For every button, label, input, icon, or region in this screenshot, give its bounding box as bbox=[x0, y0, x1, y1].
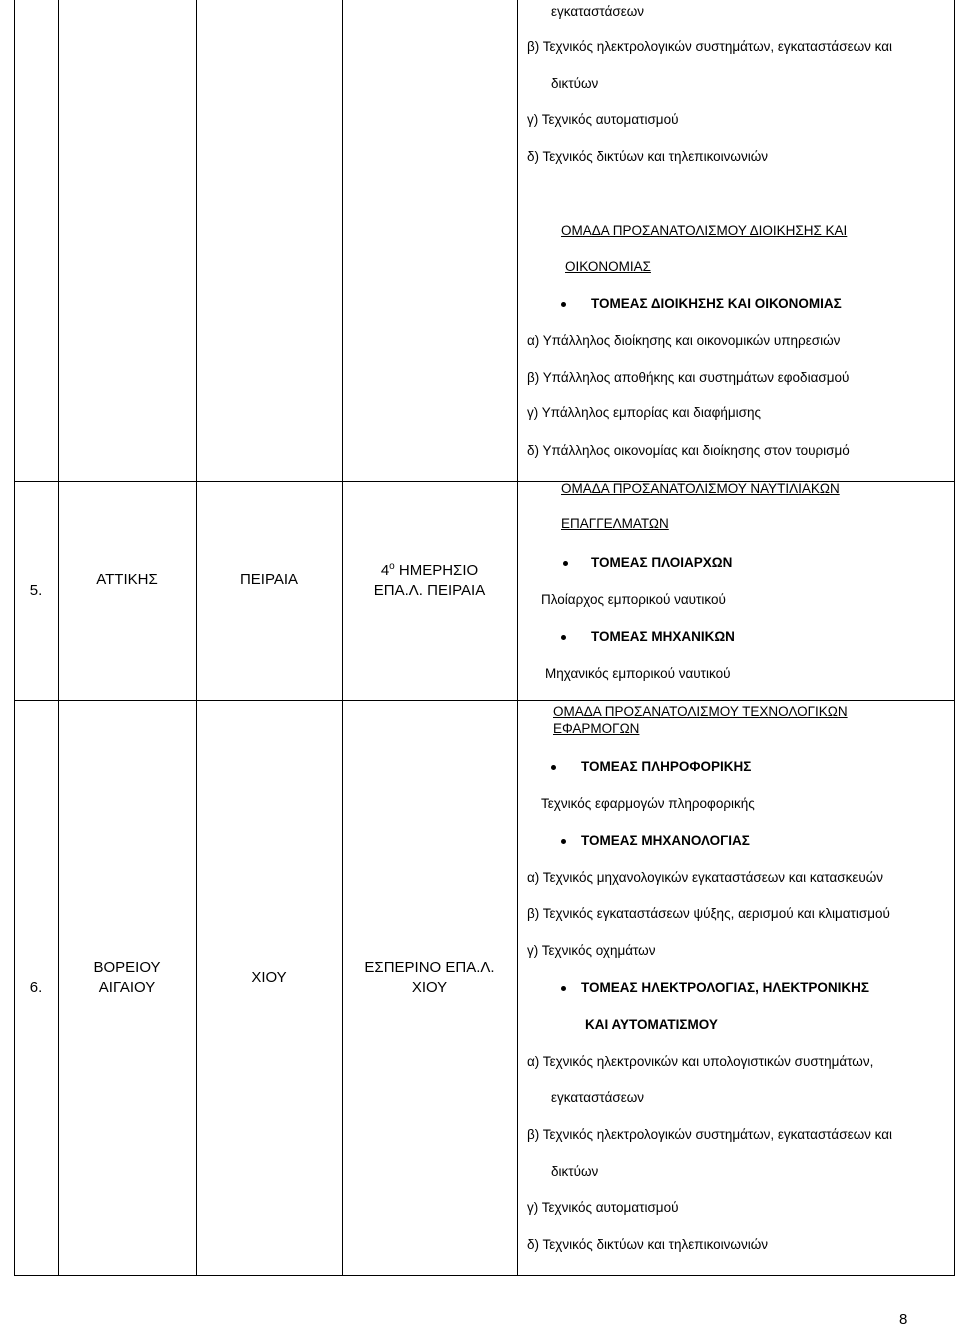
bullet-icon bbox=[563, 561, 568, 566]
table-column-divider bbox=[342, 0, 343, 1276]
sector-name: ΤΟΜΕΑΣ ΜΗΧΑΝΟΛΟΓΙΑΣ bbox=[581, 833, 750, 848]
region-name: ΑΤΤΙΚΗΣ bbox=[96, 571, 158, 588]
school-type: ΗΜΕΡΗΣΙΟ bbox=[398, 562, 479, 579]
table-border-left bbox=[14, 0, 15, 1276]
region-name: ΑΙΓΑΙΟΥ bbox=[98, 979, 156, 996]
specialty-line: β) Υπάλληλος αποθήκης και συστημάτων εφοδιασμού bbox=[527, 370, 850, 385]
bullet-icon bbox=[551, 765, 556, 770]
row-number: 6. bbox=[29, 979, 43, 996]
sector-name: ΤΟΜΕΑΣ ΔΙΟΙΚΗΣΗΣ ΚΑΙ ΟΙΚΟΝΟΜΙΑΣ bbox=[591, 296, 842, 311]
specialty-line: γ) Τεχνικός αυτοματισμού bbox=[527, 112, 679, 127]
specialty-line: δ) Τεχνικός δικτύων και τηλεπικοινωνιών bbox=[527, 1237, 768, 1252]
group-title: ΕΠΑΓΓΕΛΜΑΤΩΝ bbox=[561, 516, 669, 531]
school-name-line-2: ΕΠΑ.Λ. ΠΕΙΡΑΙΑ bbox=[373, 582, 486, 599]
specialty-line: δικτύων bbox=[551, 76, 599, 91]
specialty-line: γ) Τεχνικός αυτοματισμού bbox=[527, 1200, 679, 1215]
specialty-line: εγκαταστάσεων bbox=[551, 4, 645, 19]
specialty-line: δ) Υπάλληλος οικονομίας και διοίκησης στον τουρισμό bbox=[527, 443, 850, 458]
bullet-icon bbox=[561, 635, 566, 640]
school-name-line-1: ΕΣΠΕΡΙΝΟ ΕΠΑ.Λ. bbox=[364, 959, 495, 976]
sector-name: ΤΟΜΕΑΣ ΠΛΗΡΟΦΟΡΙΚΗΣ bbox=[581, 759, 752, 774]
bullet-icon bbox=[561, 986, 566, 991]
specialty-line: εγκαταστάσεων bbox=[551, 1090, 645, 1105]
prefecture-name: ΧΙΟΥ bbox=[251, 969, 287, 986]
specialty-line: α) Τεχνικός μηχανολογικών εγκαταστάσεων και κατασκευών bbox=[527, 870, 884, 885]
group-title: ΟΜΑΔΑ ΠΡΟΣΑΝΑΤΟΛΙΣΜΟΥ ΔΙΟΙΚΗΣΗΣ ΚΑΙ bbox=[561, 223, 848, 238]
group-title: ΟΙΚΟΝΟΜΙΑΣ bbox=[565, 259, 651, 274]
table-row-divider bbox=[14, 700, 955, 701]
sector-name: ΤΟΜΕΑΣ ΗΛΕΚΤΡΟΛΟΓΙΑΣ, ΗΛΕΚΤΡΟΝΙΚΗΣ bbox=[581, 980, 869, 995]
group-title: ΕΦΑΡΜΟΓΩΝ bbox=[553, 721, 640, 736]
specialty-line: γ) Υπάλληλος εμπορίας και διαφήμισης bbox=[527, 405, 762, 420]
region-name: ΒΟΡΕΙΟΥ bbox=[93, 959, 161, 976]
specialty-line: α) Υπάλληλος διοίκησης και οικονομικών υπηρεσιών bbox=[527, 333, 841, 348]
table-border-right bbox=[954, 0, 955, 1276]
sector-name: ΤΟΜΕΑΣ ΜΗΧΑΝΙΚΩΝ bbox=[591, 629, 735, 644]
specialty-line: Τεχνικός εφαρμογών πληροφορικής bbox=[541, 796, 755, 811]
group-title: ΟΜΑΔΑ ΠΡΟΣΑΝΑΤΟΛΙΣΜΟΥ ΝΑΥΤΙΛΙΑΚΩΝ bbox=[561, 481, 840, 496]
school-ordinal: 4 bbox=[380, 562, 390, 579]
table-column-divider bbox=[58, 0, 59, 1276]
specialty-line: δικτύων bbox=[551, 1164, 599, 1179]
school-ordinal-suffix: ο bbox=[389, 561, 395, 572]
row-number: 5. bbox=[29, 582, 43, 599]
table-border-bottom bbox=[14, 1275, 955, 1276]
prefecture-name: ΠΕΙΡΑΙΑ bbox=[239, 571, 299, 588]
page-number: 8 bbox=[899, 1311, 908, 1328]
bullet-icon bbox=[561, 302, 566, 307]
group-title: ΟΜΑΔΑ ΠΡΟΣΑΝΑΤΟΛΙΣΜΟΥ ΤΕΧΝΟΛΟΓΙΚΩΝ bbox=[553, 704, 848, 719]
bullet-icon bbox=[561, 839, 566, 844]
table-column-divider bbox=[196, 0, 197, 1276]
specialty-line: Πλοίαρχος εμπορικού ναυτικού bbox=[541, 592, 726, 607]
specialty-line: γ) Τεχνικός οχημάτων bbox=[527, 943, 656, 958]
table-column-divider bbox=[517, 0, 518, 1276]
specialty-line: β) Τεχνικός εγκαταστάσεων ψύξης, αερισμού και κλιματισμού bbox=[527, 906, 890, 921]
specialty-line: Μηχανικός εμπορικού ναυτικού bbox=[545, 666, 731, 681]
sector-name: ΚΑΙ ΑΥΤΟΜΑΤΙΣΜΟΥ bbox=[585, 1017, 718, 1032]
school-name-line-1 bbox=[342, 562, 517, 580]
specialty-line: α) Τεχνικός ηλεκτρονικών και υπολογιστικών συστημάτων, bbox=[527, 1054, 874, 1069]
specialty-line: β) Τεχνικός ηλεκτρολογικών συστημάτων, εγκαταστάσεων και bbox=[527, 1127, 893, 1142]
school-name-line-2: ΧΙΟΥ bbox=[411, 979, 448, 996]
specialty-line: β) Τεχνικός ηλεκτρολογικών συστημάτων, εγκαταστάσεων και bbox=[527, 39, 893, 54]
sector-name: ΤΟΜΕΑΣ ΠΛΟΙΑΡΧΩΝ bbox=[591, 555, 733, 570]
specialty-line: δ) Τεχνικός δικτύων και τηλεπικοινωνιών bbox=[527, 149, 768, 164]
